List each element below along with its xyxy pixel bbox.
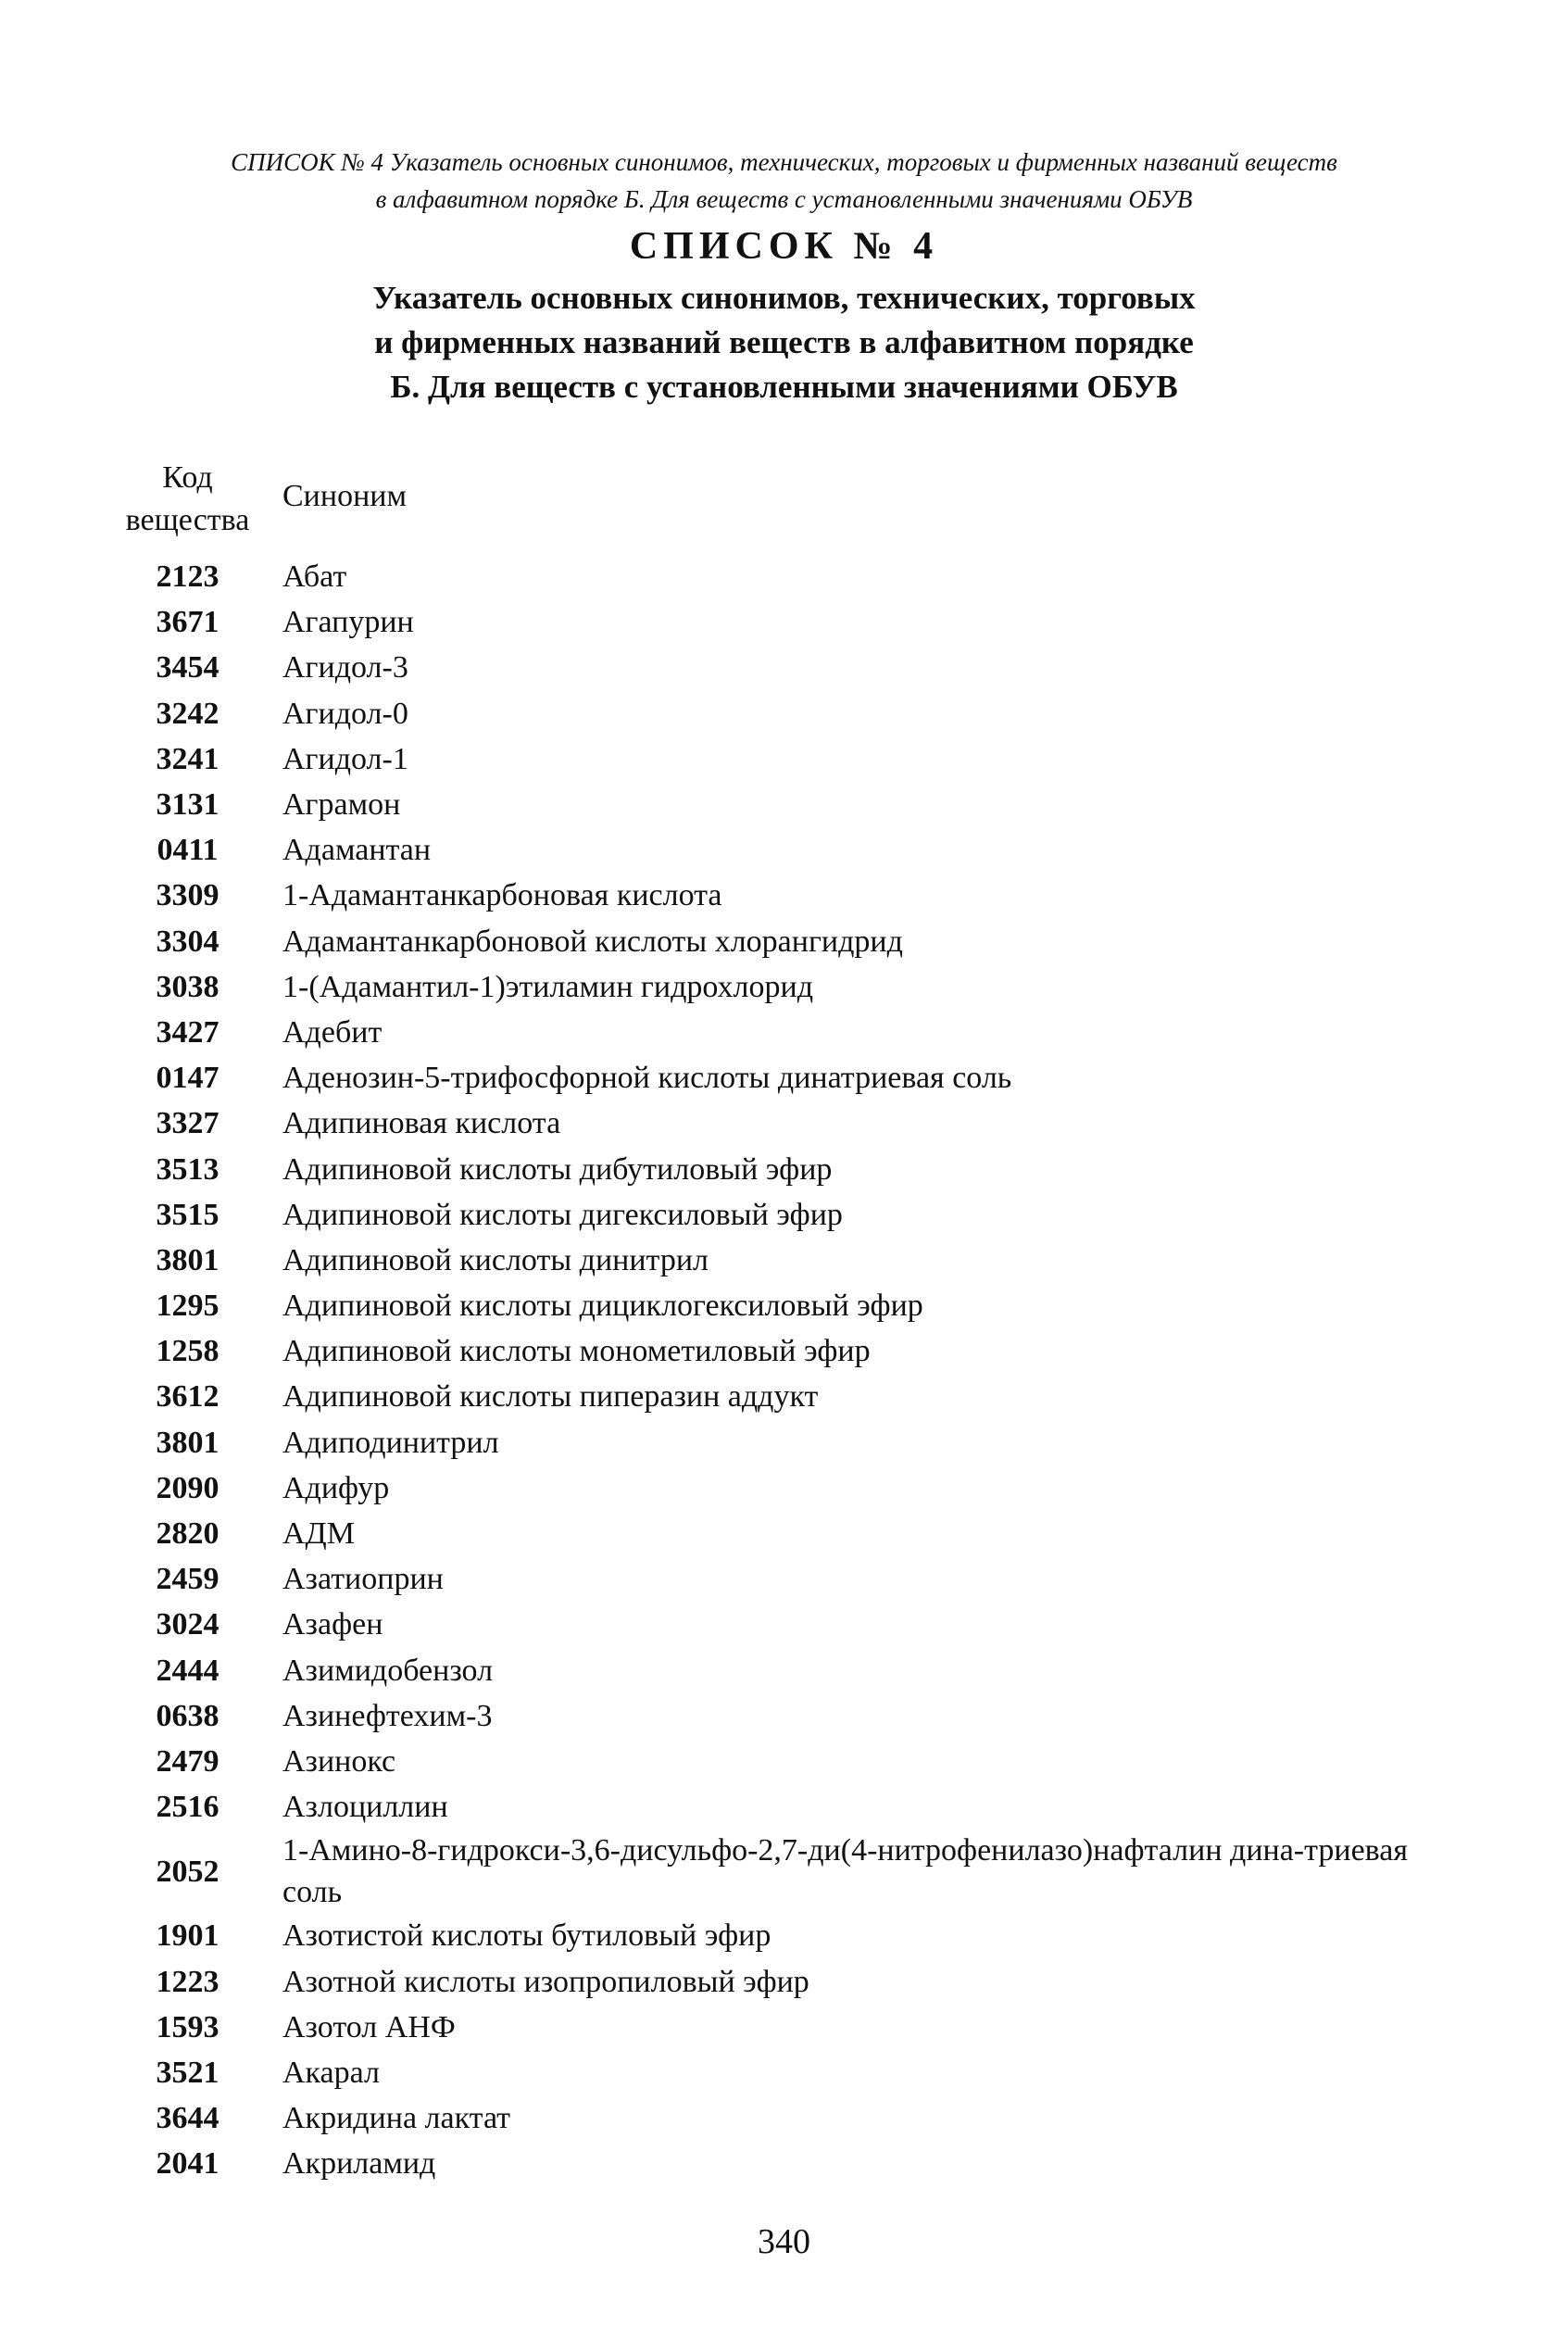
substance-code: 0411 (157, 833, 219, 868)
substance-code: 2123 (156, 560, 220, 595)
synonym: Адиподинитрил (282, 1425, 499, 1460)
substance-code: 3644 (156, 2101, 220, 2136)
substance-code: 0147 (156, 1061, 220, 1096)
header-code-line-1: Код (162, 460, 213, 495)
substance-code: 3427 (156, 1014, 220, 1050)
synonym: Аграмон (282, 787, 401, 823)
synonym: Аденозин-5-трифосфорной кислоты динатриевая соль (282, 1061, 1012, 1096)
table-row (102, 1146, 1473, 1191)
synonym: Адамантан (282, 833, 432, 868)
table-row (102, 2095, 1473, 2141)
substance-code: 2516 (156, 1790, 220, 1825)
synonym: Адебит (282, 1014, 383, 1050)
table-row (102, 1830, 1473, 1913)
synonym: Агапурин (282, 605, 414, 640)
table-row (102, 1556, 1473, 1602)
header-code-line-2: вещества (125, 503, 250, 537)
table-row (102, 1238, 1473, 1283)
synonym: АДМ (282, 1516, 355, 1552)
table-row (102, 1648, 1473, 1693)
substance-code: 3038 (156, 969, 220, 1004)
table-row (102, 1101, 1473, 1146)
substance-code: 3671 (156, 605, 220, 640)
synonym: Акридина лактат (282, 2101, 511, 2136)
table-row (102, 1693, 1473, 1739)
synonym: Адипиновой кислоты монометиловый эфир (282, 1334, 871, 1369)
substance-code: 3612 (156, 1379, 220, 1415)
title-block (0, 220, 1568, 409)
synonym: Азотной кислоты изопропиловый эфир (282, 1964, 809, 1999)
substance-code: 3515 (156, 1197, 220, 1232)
substance-code: 3454 (156, 650, 220, 685)
synonym: Адифур (282, 1470, 390, 1505)
synonym: Адипиновой кислоты дигексиловый эфир (282, 1197, 843, 1232)
substance-code: 2820 (156, 1516, 220, 1552)
list-subtitle-line-3: Б. Для веществ с установленными значениями ОБУВ (390, 369, 1178, 405)
substance-code: 2090 (156, 1470, 220, 1505)
substance-code: 3309 (156, 878, 220, 913)
substance-code: 2041 (156, 2146, 220, 2182)
table-row (102, 1465, 1473, 1511)
table-row (102, 1328, 1473, 1374)
synonym: Адипиновой кислоты динитрил (282, 1242, 709, 1277)
synonym: Адипиновая кислота (282, 1106, 561, 1141)
table-row (102, 1602, 1473, 1647)
synonym: Азотол АНФ (282, 2009, 456, 2044)
substance-code: 1901 (156, 1918, 220, 1954)
substance-code: 3521 (156, 2055, 220, 2090)
table-row (102, 2050, 1473, 2095)
synonym: Агидол-3 (282, 650, 408, 685)
table-row (102, 964, 1473, 1010)
substance-code: 3801 (156, 1425, 220, 1460)
table-row (102, 2005, 1473, 2050)
table-row (102, 827, 1473, 873)
table-row (102, 1374, 1473, 1419)
table-row (102, 1511, 1473, 1556)
synonym: Азатиоприн (282, 1562, 444, 1597)
table-row (102, 782, 1473, 827)
table-row (102, 599, 1473, 645)
table-row (102, 919, 1473, 964)
substance-code: 2459 (156, 1562, 220, 1597)
synonym: Агидол-1 (282, 741, 408, 776)
synonym: 1-Амино-8-гидрокси-3,6-дисульфо-2,7-ди(4-нитрофенилазо)нафталин дина-триевая соль (282, 1833, 1409, 1910)
table-row (102, 691, 1473, 736)
substance-code: 1258 (156, 1334, 220, 1369)
table-row (102, 1192, 1473, 1238)
substance-code: 3131 (156, 787, 220, 823)
list-subtitle-line-1: Указатель основных синонимов, технических, торговых (372, 280, 1196, 316)
table-row (102, 554, 1473, 599)
table-row (102, 873, 1473, 918)
substance-code: 3513 (156, 1151, 220, 1187)
synonym: Адипиновой кислоты пиперазин аддукт (282, 1379, 819, 1415)
table-row (102, 2141, 1473, 2186)
table-row (102, 1283, 1473, 1328)
synonym: Акриламид (282, 2146, 436, 2182)
synonym: Адипиновой кислоты дибутиловый эфир (282, 1151, 833, 1187)
synonym: Азотистой кислоты бутиловый эфир (282, 1918, 771, 1954)
running-head (0, 144, 1568, 218)
table-row (102, 736, 1473, 782)
substance-code: 3024 (156, 1607, 220, 1642)
synonym: 1-(Адамантил-1)этиламин гидрохлорид (282, 969, 813, 1004)
list-title: СПИСОК № 4 (629, 225, 939, 268)
table-body (102, 554, 1473, 2186)
synonym: Азафен (282, 1607, 383, 1642)
synonym: Акарал (282, 2055, 381, 2090)
synonym: Адипиновой кислоты дициклогексиловый эфир (282, 1289, 923, 1324)
page-number: 340 (758, 2222, 810, 2261)
synonym: Азинокс (282, 1743, 396, 1779)
table-row (102, 645, 1473, 690)
substance-code: 3304 (156, 924, 220, 959)
synonym: Агидол-0 (282, 696, 408, 731)
substance-code: 3801 (156, 1242, 220, 1277)
substance-code: 0638 (156, 1698, 220, 1733)
header-synonym: Синоним (282, 479, 407, 513)
table-header (102, 445, 1473, 554)
table-row (102, 1784, 1473, 1830)
substance-code: 2479 (156, 1743, 220, 1779)
header-code (102, 457, 273, 542)
table-row (102, 1739, 1473, 1784)
substance-code: 1223 (156, 1964, 220, 1999)
synonym: Адамантанкарбоновой кислоты хлорангидрид (282, 924, 903, 959)
substance-code: 3242 (156, 696, 220, 731)
table-row (102, 1055, 1473, 1101)
substance-code: 3241 (156, 741, 220, 776)
synonym: Азимидобензол (282, 1653, 494, 1688)
table-row (102, 1913, 1473, 1958)
table-row (102, 1958, 1473, 2004)
running-head-line-2: в алфавитном порядке Б. Для веществ с установленными значениями ОБУВ (375, 185, 1193, 213)
synonym: Азлоциллин (282, 1790, 448, 1825)
substance-code: 1593 (156, 2009, 220, 2044)
synonym-table (102, 445, 1473, 2186)
list-subtitle-line-2: и фирменных названий веществ в алфавитном порядке (374, 324, 1194, 360)
running-head-line-1: СПИСОК № 4 Указатель основных синонимов, технических, торговых и фирменных названий веществ (231, 148, 1337, 176)
substance-code: 3327 (156, 1106, 220, 1141)
synonym: Абат (282, 560, 347, 595)
substance-code: 2444 (156, 1653, 220, 1688)
substance-code: 2052 (156, 1854, 220, 1889)
synonym: 1-Адамантанкарбоновая кислота (282, 878, 722, 913)
table-row (102, 1420, 1473, 1465)
synonym: Азинефтехим-3 (282, 1698, 493, 1733)
table-row (102, 1010, 1473, 1055)
substance-code: 1295 (156, 1289, 220, 1324)
